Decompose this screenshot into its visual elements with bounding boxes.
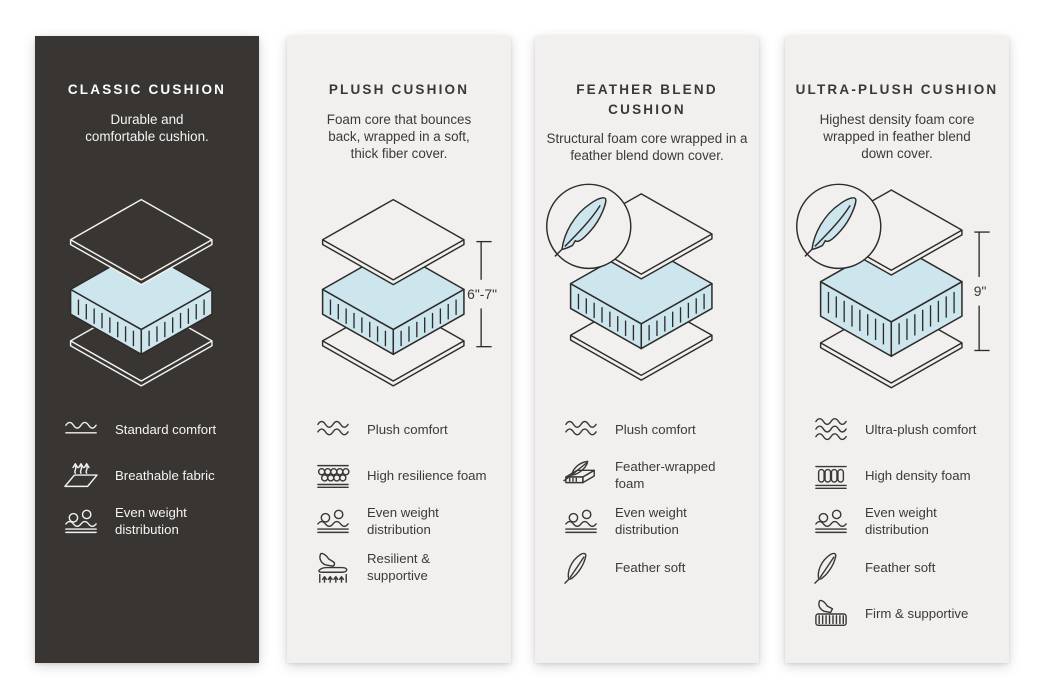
feature-row: [314, 505, 503, 539]
card-description: Structural foam core wrapped in a feather blend down cover.: [546, 131, 748, 164]
cushion-layers-illustration: [791, 182, 1003, 391]
feature-label: Even weight distribution: [865, 505, 937, 537]
even-weight-icon: [62, 505, 100, 539]
feature-label: Feather soft: [615, 559, 686, 575]
feature-list: [314, 413, 503, 597]
feature-row: [812, 597, 1001, 631]
resilience-foam-icon: [314, 459, 352, 493]
cushion-layers-illustration: [293, 182, 505, 391]
card-feather-blend-cushion: [535, 36, 759, 663]
feature-row: [62, 505, 251, 539]
wave-triple-icon: [812, 413, 850, 447]
even-weight-icon: [314, 505, 352, 539]
feature-row: [62, 413, 251, 447]
feature-label: Standard comfort: [115, 421, 217, 437]
even-weight-icon: [812, 505, 850, 539]
feature-row: [314, 551, 503, 585]
svg-text:6"-7": 6"-7": [467, 285, 497, 302]
feature-label: Plush comfort: [367, 421, 448, 437]
feature-list: [62, 413, 251, 551]
hand-arrows-icon: [314, 551, 352, 585]
feature-label: Feather soft: [865, 559, 936, 575]
feature-row: [562, 551, 751, 585]
feature-label: Resilient & supportive: [367, 551, 431, 583]
feather-foam-icon: [562, 459, 600, 493]
feature-label: High density foam: [865, 467, 971, 483]
feature-row: [314, 413, 503, 447]
feature-row: [314, 459, 503, 493]
feature-label: Breathable fabric: [115, 467, 215, 483]
feather-icon: [812, 551, 850, 585]
feature-row: [562, 413, 751, 447]
card-title: PLUSH CUSHION: [328, 82, 470, 97]
feature-label: Firm & supportive: [865, 605, 969, 621]
feature-list: [812, 413, 1001, 643]
card-description: Highest density foam core wrapped in feather blend down cover.: [819, 111, 975, 161]
feature-label: Plush comfort: [615, 421, 696, 437]
feature-label: Even weight distribution: [615, 505, 687, 537]
feature-label: Feather-wrapped foam: [615, 459, 716, 491]
svg-text:9": 9": [973, 283, 987, 300]
card-description: Durable and comfortable cushion.: [85, 111, 209, 144]
feature-label: Ultra-plush comfort: [865, 421, 977, 437]
even-weight-icon: [562, 505, 600, 539]
wave-single-icon: [62, 413, 100, 447]
feather-icon: [562, 551, 600, 585]
feature-row: [562, 459, 751, 493]
feature-row: [812, 413, 1001, 447]
card-classic-cushion: [35, 36, 259, 663]
feature-list: [562, 413, 751, 597]
cushion-layers-illustration: [541, 182, 753, 391]
card-title: CLASSIC CUSHION: [67, 82, 227, 97]
card-description: Foam core that bounces back, wrapped in a soft, thick fiber cover.: [326, 111, 472, 161]
feature-row: [562, 505, 751, 539]
feature-row: [62, 459, 251, 493]
feature-label: Even weight distribution: [367, 505, 439, 537]
cushion-layers-illustration: [41, 182, 253, 391]
feature-row: [812, 459, 1001, 493]
card-plush-cushion: [287, 36, 511, 663]
breathable-icon: [62, 459, 100, 493]
card-title: ULTRA-PLUSH CUSHION: [795, 82, 999, 97]
feature-label: Even weight distribution: [115, 505, 187, 537]
feature-row: [812, 505, 1001, 539]
wave-double-icon: [562, 413, 600, 447]
card-ultra-plush-cushion: [785, 36, 1009, 663]
feature-row: [812, 551, 1001, 585]
density-foam-icon: [812, 459, 850, 493]
hand-mattress-icon: [812, 597, 850, 631]
card-title: FEATHER BLEND CUSHION: [576, 82, 718, 117]
feature-label: High resilience foam: [367, 467, 487, 483]
wave-double-icon: [314, 413, 352, 447]
